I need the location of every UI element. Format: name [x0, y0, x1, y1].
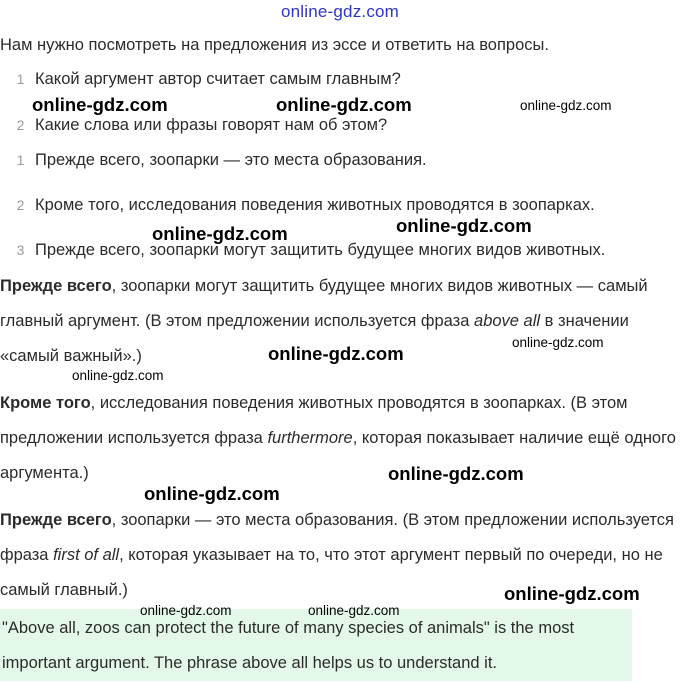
question-item-2: [0, 114, 387, 136]
question-text: Какой аргумент автор считает самым главным?: [35, 70, 401, 88]
watermark: online-gdz.com: [72, 368, 164, 383]
answer-english-phrase: first of all: [53, 546, 120, 564]
watermark: online-gdz.com: [144, 483, 280, 504]
answer-text-end: , которая показывает наличие ещё одного аргумента.): [0, 429, 676, 482]
question-number: 2: [16, 117, 25, 133]
answer-text-end: , которая указывает на то, что этот аргумент первый по очереди, но не самый главный.): [0, 546, 663, 599]
answer-text: , исследования поведения животных проводятся в зоопарках. (В этом предложении используется фраза: [0, 394, 628, 447]
intro-text: Нам нужно посмотреть на предложения из эссе и ответить на вопросы.: [0, 36, 549, 54]
watermark: online-gdz.com: [396, 215, 532, 236]
question-item-1: [0, 68, 401, 90]
watermark: online-gdz.com: [276, 94, 412, 115]
sentence-text: Прежде всего, зоопарки — это места образования.: [35, 151, 427, 169]
watermark: online-gdz.com: [32, 94, 168, 115]
question-number: 1: [16, 71, 25, 87]
watermark: online-gdz.com: [308, 603, 400, 618]
answer-english-phrase: above all: [474, 312, 541, 330]
answer-text: , зоопарки — это места образования. (В этом предложении используется фраза: [0, 511, 674, 564]
watermark: online-gdz.com: [520, 98, 612, 113]
summary-text: "Above all, zoos can protect the future of many species of animals" is the most important argument. The phrase above all helps us to understand it.: [2, 619, 575, 672]
watermark: online-gdz.com: [512, 335, 604, 350]
question-text: Какие слова или фразы говорят нам об этом?: [35, 116, 388, 134]
sentence-number: 3: [16, 242, 25, 258]
watermark: online-gdz.com: [388, 463, 524, 484]
answer-bold-phrase: Прежде всего: [0, 511, 112, 529]
answer-bold-phrase: Прежде всего: [0, 277, 112, 295]
sentence-item-2: [0, 194, 595, 216]
sentence-number: 2: [16, 197, 25, 213]
answer-text-end: в значении «самый важный».): [0, 312, 629, 365]
watermark: online-gdz.com: [268, 343, 404, 364]
sentence-item-1: [0, 149, 427, 171]
watermark: online-gdz.com: [152, 223, 288, 244]
sentence-item-3: [0, 239, 605, 261]
answer-paragraph-2: [0, 386, 676, 491]
watermark: online-gdz.com: [504, 583, 640, 604]
watermark: online-gdz.com: [140, 603, 232, 618]
answer-text: , зоопарки могут защитить будущее многих видов животных — самый главный аргумент. (В этом предложении используется фраза: [0, 277, 648, 330]
sentence-number: 1: [16, 152, 25, 168]
site-header-watermark: online-gdz.com: [280, 2, 400, 21]
answer-bold-phrase: Кроме того: [0, 394, 91, 412]
sentence-text: Кроме того, исследования поведения животных проводятся в зоопарках.: [35, 196, 595, 214]
answer-english-phrase: furthermore: [267, 429, 353, 447]
sentence-text: Прежде всего, зоопарки могут защитить будущее многих видов животных.: [35, 241, 606, 259]
